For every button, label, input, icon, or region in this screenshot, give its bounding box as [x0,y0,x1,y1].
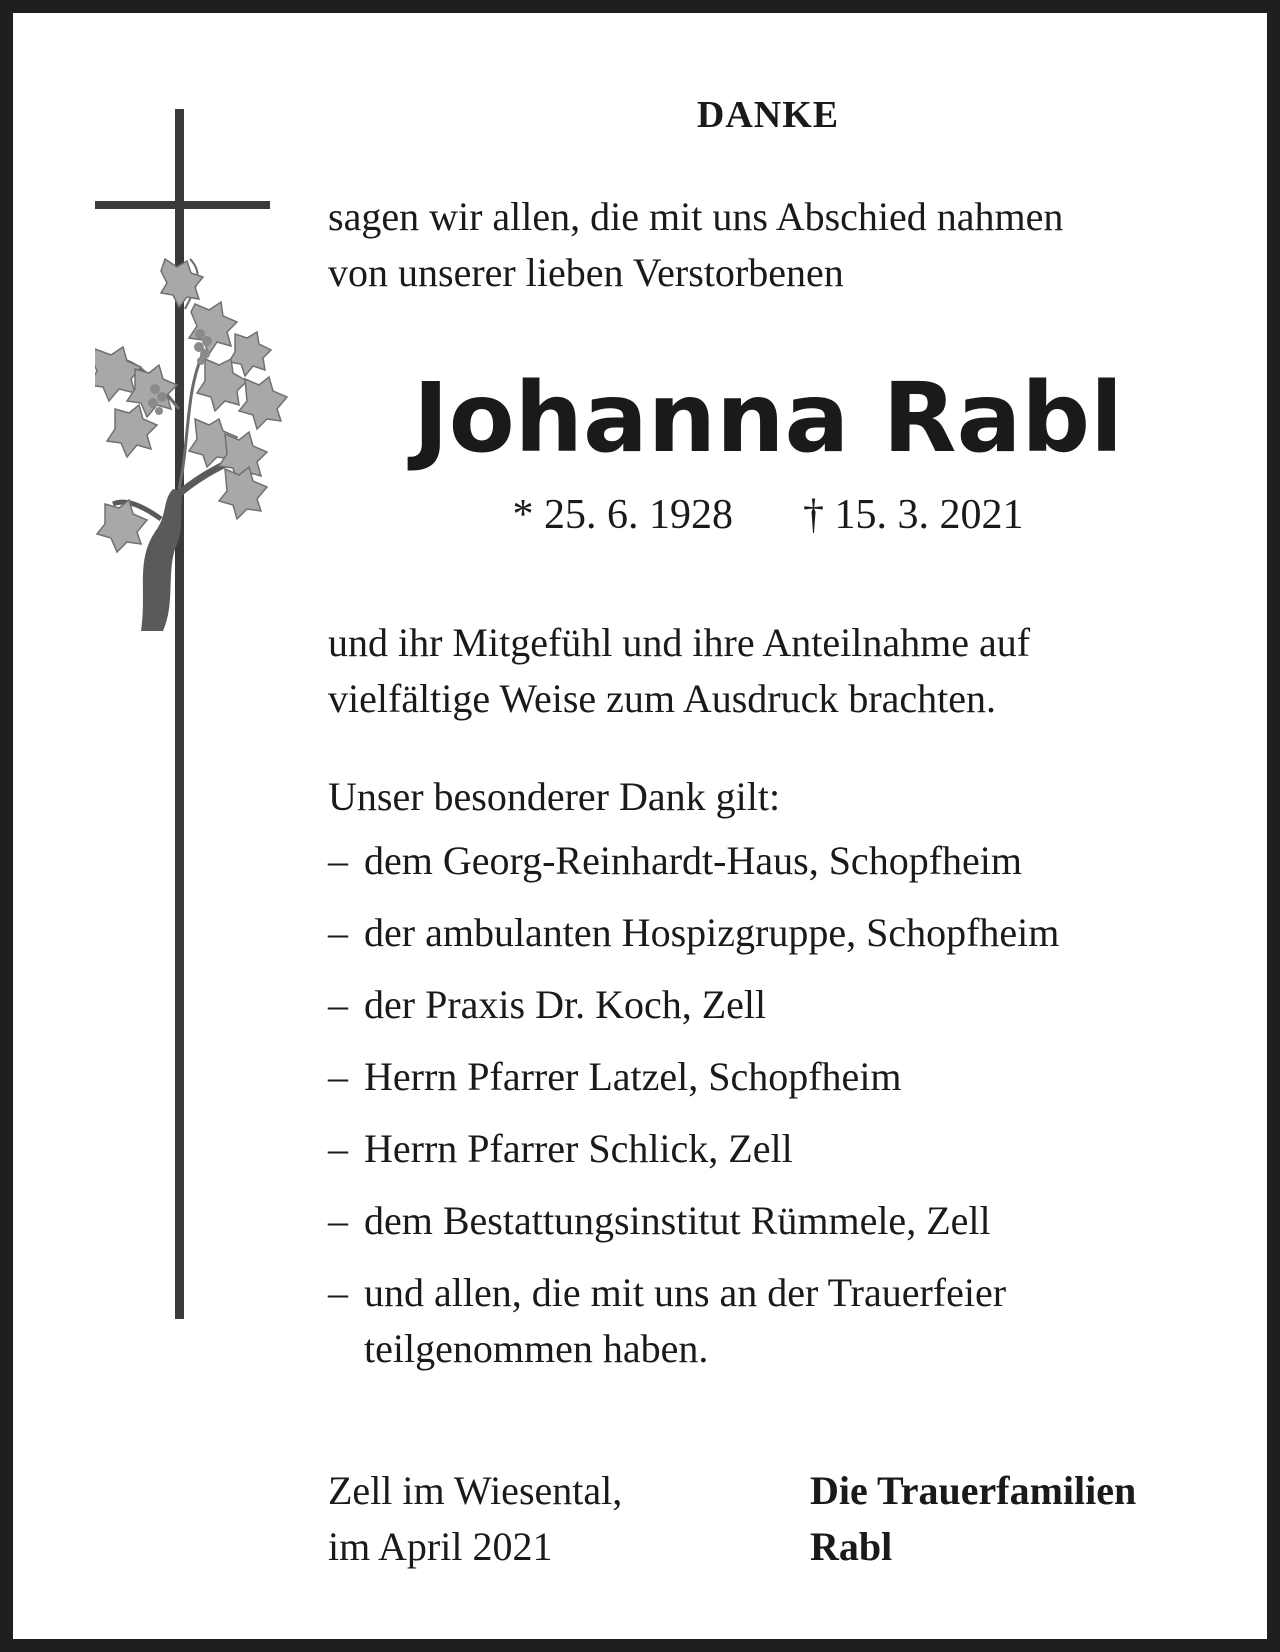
list-item [328,1049,1208,1105]
life-dates [328,487,1208,543]
sympathy-paragraph [328,615,1208,727]
signature-line-1: Die Trauerfamilien [810,1468,1137,1513]
list-item [328,977,1208,1033]
intro-line-2: von unserer lieben Verstorbenen [328,250,844,295]
dash-mark: – [328,1270,348,1315]
cross-with-vine-icon [95,109,315,1389]
list-item-text-continued: teilgenommen haben. [364,1326,709,1371]
place-and-date [328,1463,622,1575]
list-item [328,1121,1208,1177]
deceased-name: Johanna Rabl [412,362,1123,474]
dash-mark: – [328,982,348,1027]
list-item-text: Herrn Pfarrer Schlick, Zell [364,1126,793,1171]
list-item [328,833,1208,889]
thanks-title: Unser besonderer Dank gilt: [328,774,781,819]
sympathy-line-2: vielfältige Weise zum Ausdruck brachten. [328,676,997,721]
list-item-text: der Praxis Dr. Koch, Zell [364,982,767,1027]
signature-line-2: Rabl [810,1524,893,1569]
list-item-text: dem Georg-Reinhardt-Haus, Schopfheim [364,838,1022,883]
birth-date: * 25. 6. 1928 [512,492,733,538]
dash-mark: – [328,1198,348,1243]
list-item-text: dem Bestattungsinstitut Rümmele, Zell [364,1198,991,1243]
list-item-text: der ambulanten Hospizgruppe, Schopfheim [364,910,1060,955]
dash-mark: – [328,910,348,955]
place: Zell im Wiesental, [328,1468,623,1513]
list-item [328,905,1208,961]
list-item-text: Herrn Pfarrer Latzel, Schopfheim [364,1054,902,1099]
list-item [328,1265,1208,1377]
dash-mark: – [328,1126,348,1171]
intro-paragraph [328,189,1208,301]
dash-mark: – [328,1054,348,1099]
dash-mark: – [328,838,348,883]
intro-line-1: sagen wir allen, die mit uns Abschied nahmen [328,194,1064,239]
sympathy-line-1: und ihr Mitgefühl und ihre Anteilnahme auf [328,620,1031,665]
date: im April 2021 [328,1524,553,1569]
death-date: † 15. 3. 2021 [803,492,1024,538]
list-item-text: und allen, die mit uns an der Trauerfeier [364,1270,1007,1315]
heading-danke: DANKE [696,94,840,136]
signature [810,1463,1136,1575]
list-item [328,1193,1208,1249]
thanks-list [328,833,1208,1393]
